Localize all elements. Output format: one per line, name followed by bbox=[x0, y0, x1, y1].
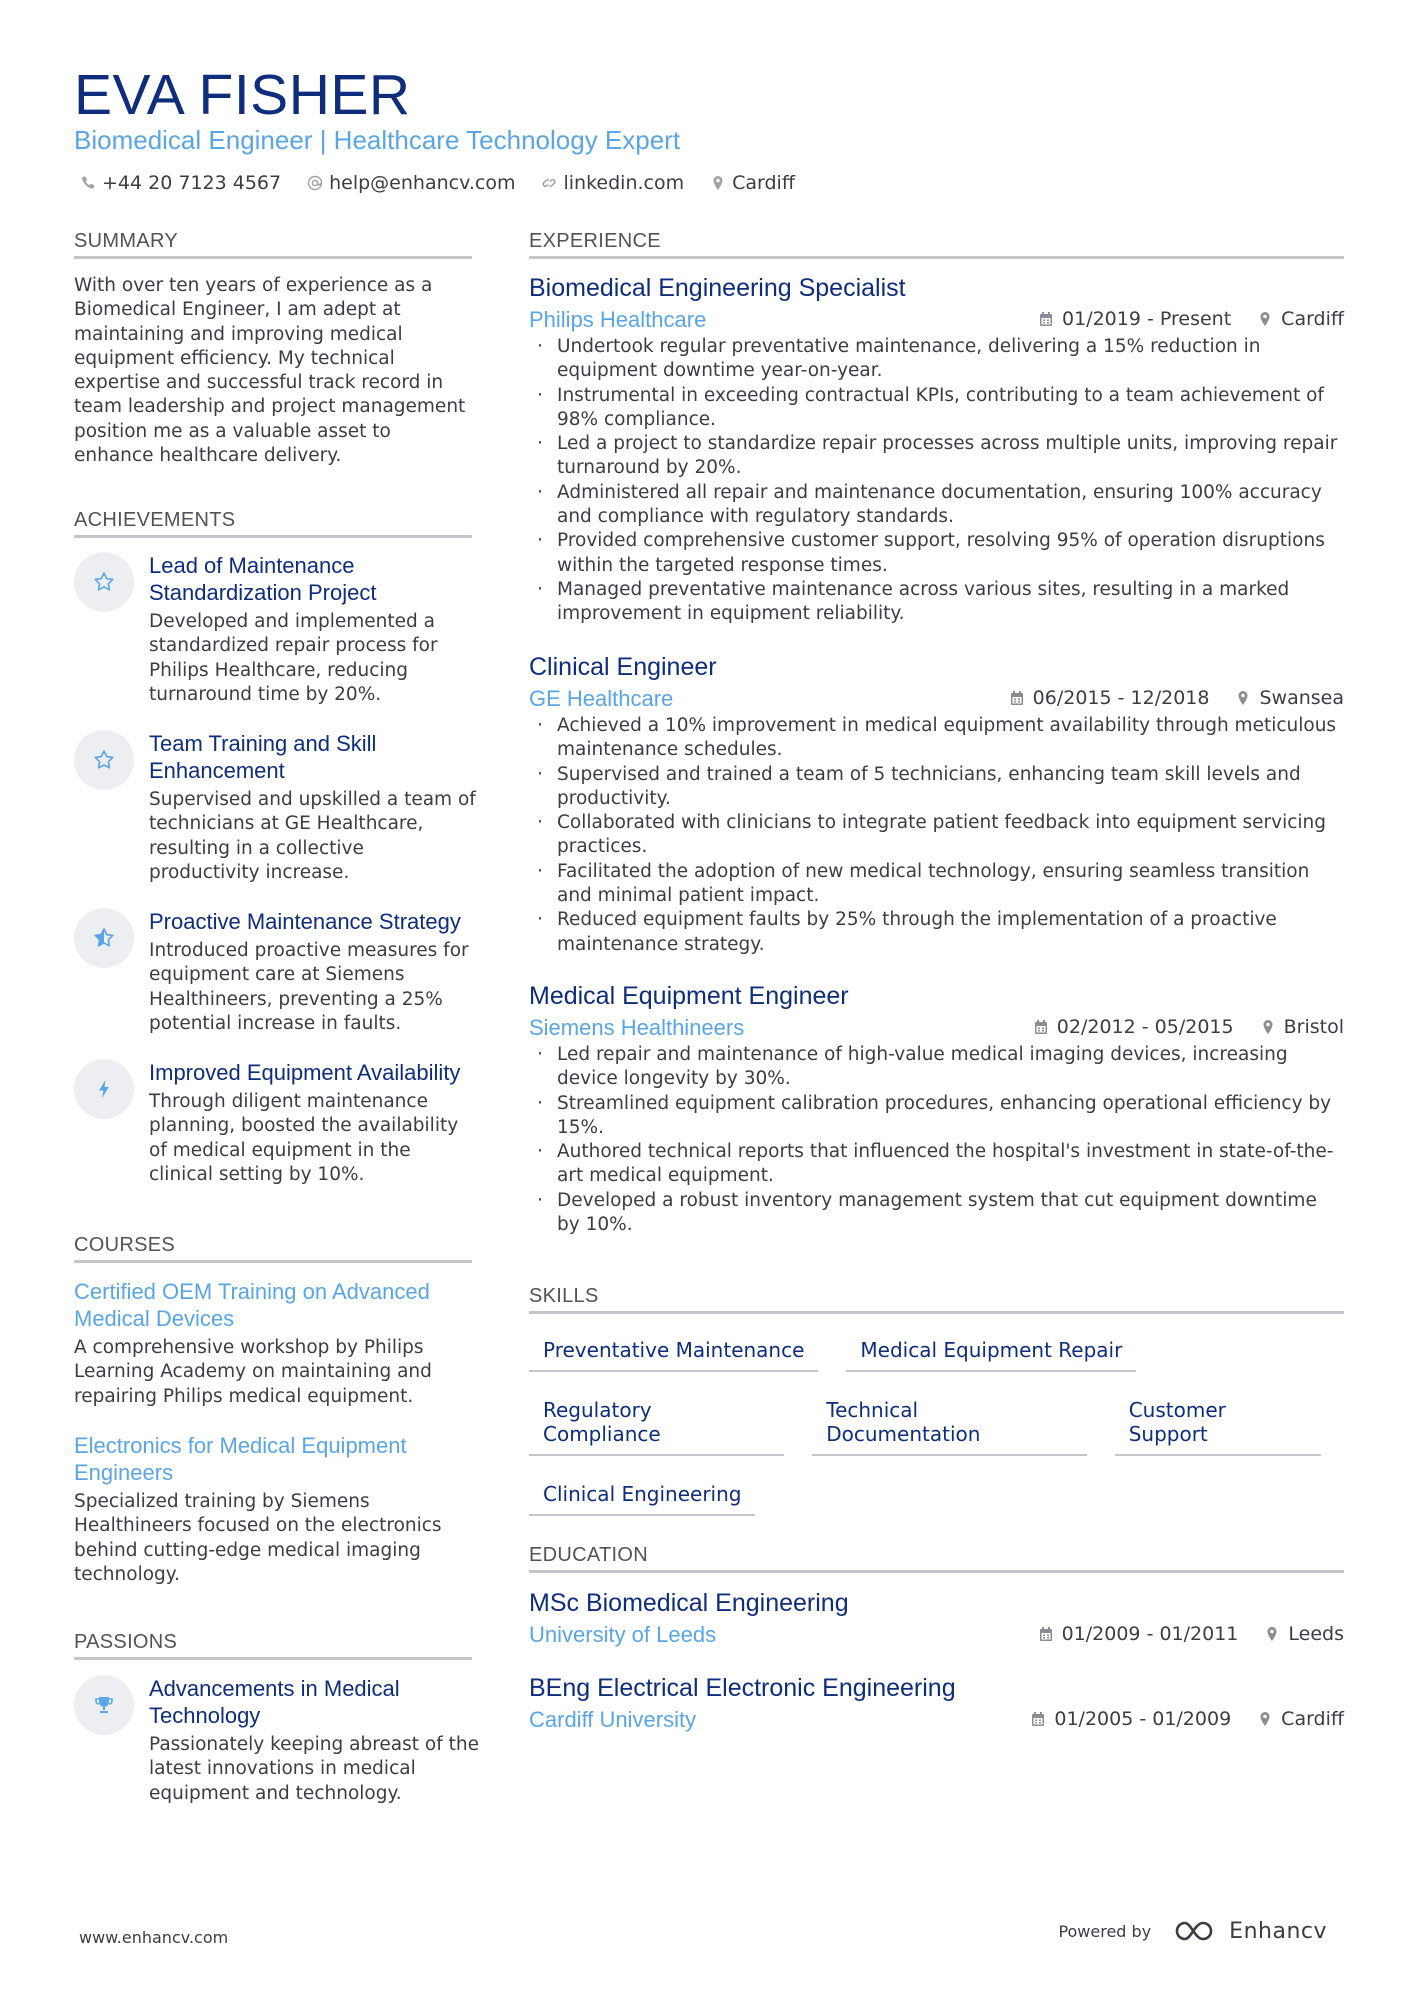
skill-tag: Clinical Engineering bbox=[529, 1476, 755, 1516]
trophy-icon bbox=[92, 1693, 116, 1717]
experience-item bbox=[529, 981, 1344, 1237]
company-name: GE Healthcare bbox=[529, 686, 674, 711]
job-bullet: · Undertook regular preventative maintenance, delivering a 15% reduction in equipment downtime year-on-year. bbox=[529, 335, 1344, 384]
location-icon bbox=[1257, 311, 1273, 327]
achievement-title: Team Training and Skill Enhancement bbox=[149, 731, 377, 783]
education-dates: 01/2005 - 01/2009 bbox=[1054, 1708, 1232, 1730]
job-dates: 02/2012 - 05/2015 bbox=[1056, 1016, 1234, 1038]
company-name: Philips Healthcare bbox=[529, 307, 707, 332]
calendar-icon bbox=[1038, 311, 1054, 327]
experience-item bbox=[529, 652, 1344, 957]
school-name: Cardiff University bbox=[529, 1707, 697, 1732]
achievement-description: Introduced proactive measures for equipment care at Siemens Healthineers, preventing a 25% potential increase in faults. bbox=[149, 940, 469, 1034]
contact-email[interactable] bbox=[307, 172, 515, 194]
achievement-description: Through diligent maintenance planning, boosted the availability of medical equipment in the clinical setting by 10%. bbox=[149, 1091, 459, 1185]
linkedin-text: linkedin.com bbox=[563, 172, 685, 194]
location-icon bbox=[1257, 1711, 1273, 1727]
job-bullet: · Supervised and trained a team of 5 technicians, enhancing team skill levels and productivity. bbox=[529, 763, 1344, 812]
candidate-headline: Biomedical Engineer | Healthcare Technology Expert bbox=[74, 125, 681, 155]
job-dates: 06/2015 - 12/2018 bbox=[1032, 687, 1210, 709]
job-bullet: · Led a project to standardize repair processes across multiple units, improving repair turnaround by 20%. bbox=[529, 432, 1344, 481]
location-icon bbox=[1264, 1626, 1280, 1642]
education-location: Leeds bbox=[1288, 1623, 1344, 1645]
job-bullet: · Collaborated with clinicians to integrate patient feedback into equipment servicing practices. bbox=[529, 811, 1344, 860]
achievement-item bbox=[74, 1059, 474, 1199]
phone-text: +44 20 7123 4567 bbox=[102, 172, 282, 194]
achievement-description: Supervised and upskilled a team of technicians at GE Healthcare, resulting in a collective productivity increase. bbox=[149, 789, 476, 883]
footer-branding bbox=[1058, 1918, 1327, 1944]
achievement-title: Proactive Maintenance Strategy bbox=[149, 909, 461, 934]
job-bullet: · Provided comprehensive customer support, resolving 95% of operation disruptions within the targeted response times. bbox=[529, 529, 1344, 578]
brand-logo[interactable] bbox=[1173, 1918, 1327, 1944]
course-description: A comprehensive workshop by Philips Learning Academy on maintaining and repairing Philips medical equipment. bbox=[74, 1337, 432, 1407]
education-heading: EDUCATION bbox=[529, 1542, 1344, 1573]
summary-heading: SUMMARY bbox=[74, 228, 472, 259]
achievement-item bbox=[74, 730, 474, 900]
location-text: Cardiff bbox=[732, 172, 795, 194]
job-bullet: · Instrumental in exceeding contractual KPIs, contributing to a team achievement of 98% compliance. bbox=[529, 384, 1344, 433]
achievement-title: Improved Equipment Availability bbox=[149, 1060, 461, 1085]
job-bullet: · Managed preventative maintenance across various sites, resulting in a marked improvement in equipment reliability. bbox=[529, 578, 1344, 627]
star-icon bbox=[92, 570, 116, 594]
location-icon bbox=[1260, 1019, 1276, 1035]
school-name: University of Leeds bbox=[529, 1622, 717, 1647]
job-title: Clinical Engineer bbox=[529, 653, 717, 681]
job-bullet: · Led repair and maintenance of high-value medical imaging devices, increasing device longevity by 30%. bbox=[529, 1043, 1344, 1092]
job-title: Medical Equipment Engineer bbox=[529, 982, 849, 1010]
calendar-icon bbox=[1033, 1019, 1049, 1035]
job-location: Cardiff bbox=[1281, 308, 1344, 330]
calendar-icon bbox=[1030, 1711, 1046, 1727]
course-description: Specialized training by Siemens Healthineers focused on the electronics behind cutting-edge medical imaging technology. bbox=[74, 1491, 442, 1585]
passions-heading: PASSIONS bbox=[74, 1629, 472, 1660]
passion-title: Advancements in Medical Technology bbox=[149, 1676, 400, 1728]
experience-heading: EXPERIENCE bbox=[529, 228, 1344, 259]
powered-by-text: Powered by bbox=[1058, 1921, 1152, 1941]
candidate-name: EVA FISHER bbox=[74, 63, 411, 127]
job-location: Swansea bbox=[1259, 687, 1344, 709]
calendar-icon bbox=[1009, 690, 1025, 706]
job-bullet: · Developed a robust inventory management system that cut equipment downtime by 10%. bbox=[529, 1189, 1344, 1238]
course-item bbox=[74, 1432, 472, 1587]
job-title: Biomedical Engineering Specialist bbox=[529, 274, 906, 302]
star-icon bbox=[92, 748, 116, 772]
skill-tag: Technical Documentation bbox=[812, 1392, 1086, 1456]
lightning-icon bbox=[92, 1077, 116, 1101]
degree-title: MSc Biomedical Engineering bbox=[529, 1589, 849, 1617]
contact-phone[interactable] bbox=[80, 172, 281, 194]
job-bullet: · Streamlined equipment calibration procedures, enhancing operational efficiency by 15%. bbox=[529, 1092, 1344, 1141]
achievements-heading: ACHIEVEMENTS bbox=[74, 507, 472, 538]
job-bullets bbox=[529, 335, 1344, 627]
skills-list bbox=[529, 1332, 1349, 1536]
education-item bbox=[529, 1673, 1344, 1735]
link-icon bbox=[541, 175, 557, 191]
degree-title: BEng Electrical Electronic Engineering bbox=[529, 1674, 956, 1702]
job-bullet: · Authored technical reports that influenced the hospital's investment in state-of-the-art medical equipment. bbox=[529, 1140, 1344, 1189]
skills-heading: SKILLS bbox=[529, 1283, 1344, 1314]
achievement-item bbox=[74, 908, 474, 1048]
company-name: Siemens Healthineers bbox=[529, 1015, 745, 1040]
education-dates: 01/2009 - 01/2011 bbox=[1061, 1623, 1239, 1645]
job-bullet: · Achieved a 10% improvement in medical equipment availability through meticulous maintenance schedules. bbox=[529, 714, 1344, 763]
education-location: Cardiff bbox=[1281, 1708, 1344, 1730]
contact-location bbox=[710, 172, 795, 194]
star-half-icon bbox=[92, 926, 116, 950]
contact-bar bbox=[80, 170, 821, 196]
job-bullets bbox=[529, 714, 1344, 957]
achievement-description: Developed and implemented a standardized repair process for Philips Healthcare, reducing turnaround time by 20%. bbox=[149, 611, 438, 705]
passion-description: Passionately keeping abreast of the latest innovations in medical equipment and technology. bbox=[149, 1734, 479, 1804]
enhancv-logo-icon bbox=[1173, 1918, 1221, 1944]
email-text: help@enhancv.com bbox=[329, 172, 516, 194]
achievement-item bbox=[74, 552, 474, 722]
skill-tag: Customer Support bbox=[1115, 1392, 1321, 1456]
footer-website-link[interactable]: www.enhancv.com bbox=[79, 1928, 229, 1947]
phone-icon bbox=[80, 175, 96, 191]
summary-text: With over ten years of experience as a Biomedical Engineer, I am adept at maintaining and improving medical equipment efficiency. My technical expertise and successful track record in team leadership and project management position me as a valuable asset to enhance healthcare delivery. bbox=[74, 275, 466, 467]
skill-tag: Regulatory Compliance bbox=[529, 1392, 784, 1456]
at-icon bbox=[307, 175, 323, 191]
experience-item bbox=[529, 273, 1344, 627]
calendar-icon bbox=[1038, 1626, 1054, 1642]
job-bullet: · Facilitated the adoption of new medical technology, ensuring seamless transition and minimal patient impact. bbox=[529, 860, 1344, 909]
course-title: Certified OEM Training on Advanced Medical Devices bbox=[74, 1279, 430, 1331]
location-icon bbox=[1235, 690, 1251, 706]
course-item bbox=[74, 1278, 472, 1409]
brand-name: Enhancv bbox=[1229, 1918, 1327, 1944]
education-item bbox=[529, 1588, 1344, 1650]
job-bullets bbox=[529, 1043, 1344, 1237]
courses-heading: COURSES bbox=[74, 1232, 472, 1263]
job-location: Bristol bbox=[1283, 1016, 1344, 1038]
passion-item bbox=[74, 1675, 479, 1815]
course-title: Electronics for Medical Equipment Engineers bbox=[74, 1433, 407, 1485]
contact-linkedin[interactable] bbox=[541, 172, 684, 194]
skill-tag: Preventative Maintenance bbox=[529, 1332, 818, 1372]
skill-tag: Medical Equipment Repair bbox=[846, 1332, 1136, 1372]
location-icon bbox=[710, 175, 726, 191]
job-bullet: · Administered all repair and maintenance documentation, ensuring 100% accuracy and compliance with regulatory standards. bbox=[529, 481, 1344, 530]
achievement-title: Lead of Maintenance Standardization Project bbox=[149, 553, 377, 605]
job-dates: 01/2019 - Present bbox=[1062, 308, 1232, 330]
job-bullet: · Reduced equipment faults by 25% through the implementation of a proactive maintenance strategy. bbox=[529, 908, 1344, 957]
